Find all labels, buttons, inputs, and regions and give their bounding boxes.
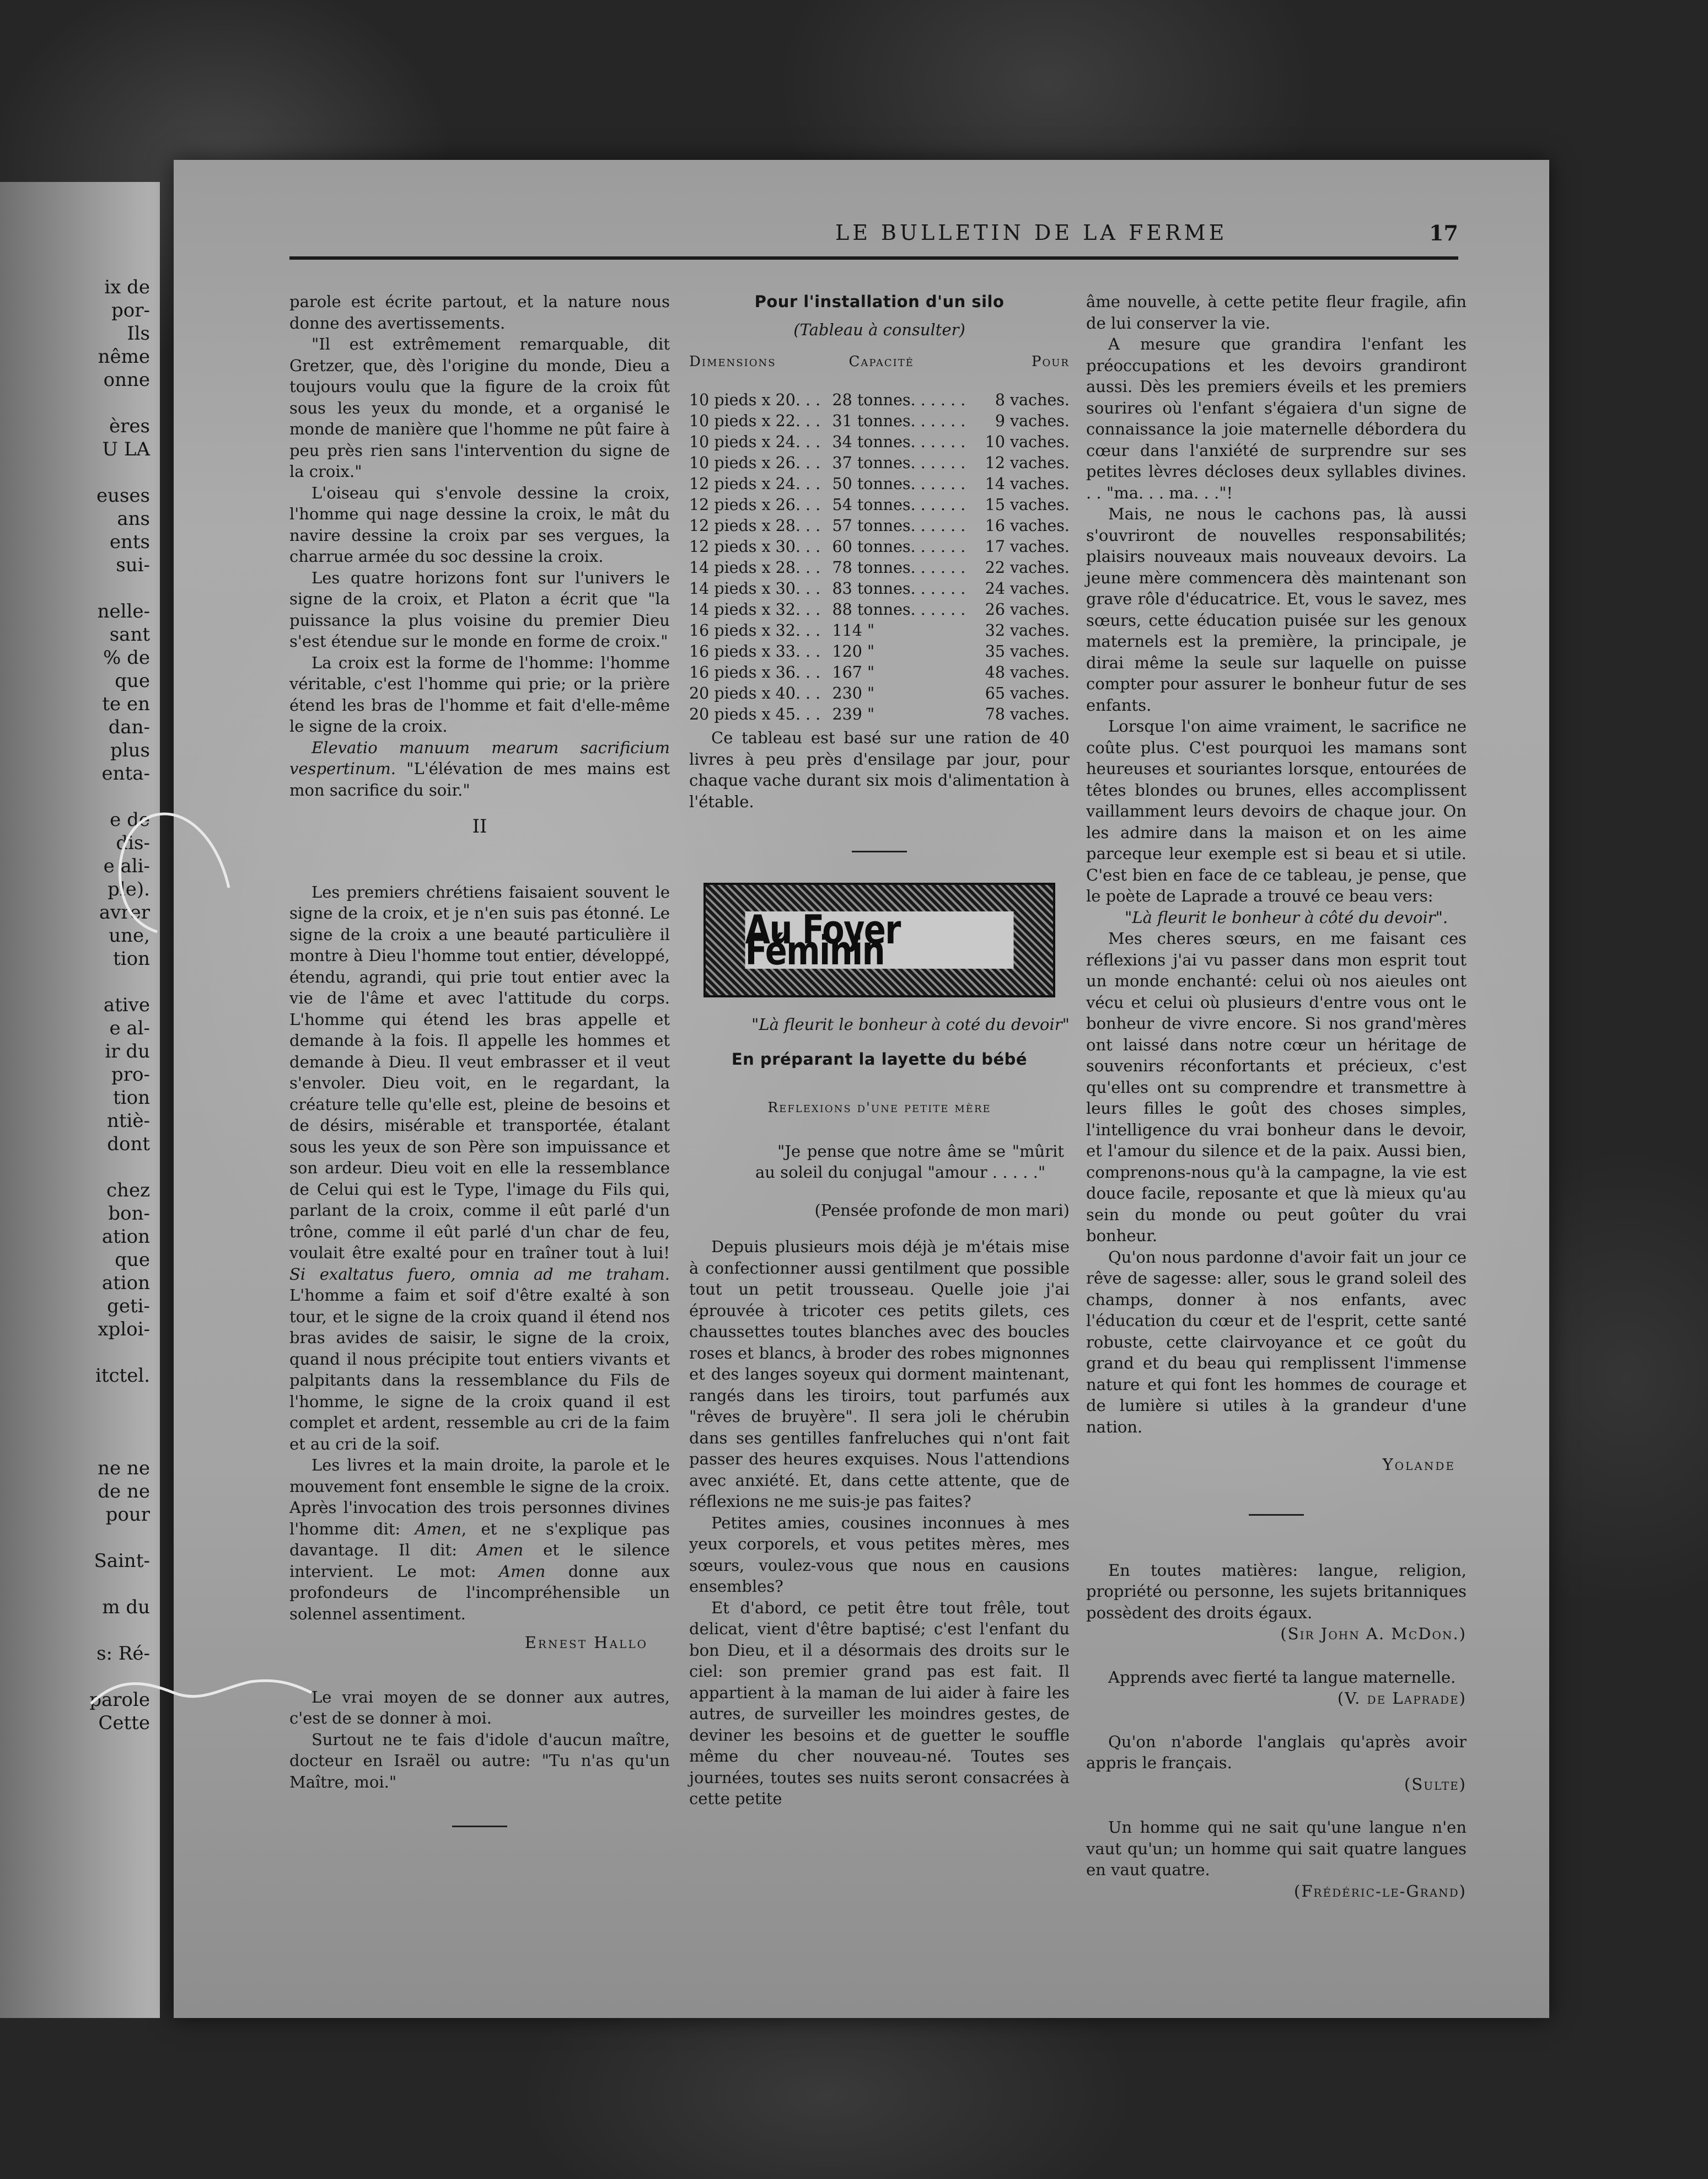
text: , et ne s'explique pas davantage. Il dit: <box>289 1519 670 1559</box>
cell-dimensions: 20 pieds x 40. . . <box>689 684 821 702</box>
fragment-line: ntiè- <box>106 1110 150 1132</box>
citation: En toutes matières: langue, religion, propriété ou personne, les sujets britanniques possèdent des droits égaux. <box>1086 1560 1467 1622</box>
fragment-line: itctel. <box>95 1365 150 1387</box>
fragment-line: sant <box>109 624 150 646</box>
separator <box>852 851 907 852</box>
fragment-line: tion <box>113 948 150 970</box>
fragment-line: xploi- <box>98 1318 150 1340</box>
text: Les livres et la main droite, la parole et le mouvement font ensemble le signe de la croix. Après l'invocation des trois personnes divines l'homme dit: <box>289 1456 670 1538</box>
cell-for: 17 vaches. <box>985 538 1070 556</box>
separator <box>452 1826 507 1827</box>
cell-dimensions: 10 pieds x 20. . . <box>689 391 821 409</box>
cell-capacity: 34 tonnes. . . . . . <box>832 433 966 451</box>
fragment-line: pour <box>105 1504 150 1526</box>
fragment-line <box>0 1434 160 1457</box>
paragraph: Les quatre horizons font sur l'univers le signe de la croix, et Platon a écrit que "la puissance la plus voisine du premier Dieu s'est étendue sur le monde en forme de croix." <box>289 568 670 651</box>
cell-for: 10 vaches. <box>985 433 1070 451</box>
silo-subtitle: (Tableau à consulter) <box>793 320 965 339</box>
table-note: Ce tableau est basé sur une ration de 40 livres à peu près d'ensilage par jour, pour chaque vache durant six mois d'alimentation à l'étable. <box>689 728 1070 811</box>
cell-capacity: 37 tonnes. . . . . . <box>832 454 966 472</box>
cell-dimensions: 14 pieds x 32. . . <box>689 600 821 619</box>
fragment-line: ents <box>109 531 150 553</box>
silo-title: Pour l'installation d'un silo <box>754 292 1005 311</box>
page-number: 17 <box>1429 221 1458 245</box>
citation-source: (Sulte) <box>1404 1774 1467 1794</box>
fragment-line: e al- <box>109 1017 150 1039</box>
fragment-line: avrer <box>99 901 150 924</box>
silo-table <box>689 351 1070 725</box>
paragraph: Le vrai moyen de se donner aux autres, c'est de se donner à moi. <box>289 1687 670 1727</box>
column-2 <box>689 291 1070 1810</box>
column-1 <box>289 291 670 1839</box>
cell-capacity: 239 " <box>832 705 875 723</box>
separator <box>1249 1514 1304 1516</box>
table-row <box>689 495 1070 516</box>
table-row <box>689 536 1070 557</box>
cell-capacity: 167 " <box>832 663 875 681</box>
table-header-row <box>689 351 1070 390</box>
header-capacity: Capacité <box>848 353 914 370</box>
table-row <box>689 599 1070 620</box>
fragment-line: ix de <box>104 276 150 298</box>
paragraph: La croix est la forme de l'homme: l'homme véritable, c'est l'homme qui prie; or la prière étend les bras de l'homme et fait d'elle-même le signe de la croix. <box>289 653 670 736</box>
fragment-line: une, <box>109 925 150 947</box>
cell-dimensions: 16 pieds x 32. . . <box>689 621 821 640</box>
header-for: Pour <box>1032 353 1070 370</box>
fragment-line <box>0 1341 160 1364</box>
section-motto: "Là fleurit le bonheur à coté du devoir" <box>751 1015 1070 1034</box>
cell-capacity: 230 " <box>832 684 875 702</box>
cell-for: 15 vaches. <box>985 496 1070 514</box>
table-row <box>689 578 1070 599</box>
fragment-line: Saint- <box>94 1550 150 1572</box>
cell-dimensions: 14 pieds x 28. . . <box>689 559 821 577</box>
fragment-line: enta- <box>101 763 150 785</box>
cell-dimensions: 12 pieds x 26. . . <box>689 496 821 514</box>
cell-for: 32 vaches. <box>985 621 1070 640</box>
cell-capacity: 54 tonnes. . . . . . <box>832 496 966 514</box>
fragment-line: ne ne <box>98 1457 150 1479</box>
fragment-line <box>0 577 160 600</box>
cell-for: 16 vaches. <box>985 517 1070 535</box>
fragment-line <box>0 1619 160 1642</box>
cell-capacity: 88 tonnes. . . . . . <box>832 600 966 619</box>
author-signature: Ernest Hallo <box>524 1633 648 1652</box>
fragment-line: te en <box>102 693 150 715</box>
fragment-line: bon- <box>108 1203 150 1225</box>
cell-dimensions: 10 pieds x 26. . . <box>689 454 821 472</box>
paragraph: "Il est extrêmement remarquable, dit Gretzer, que, dès l'origine du monde, Dieu a toujours voulu que la figure de la croix fût sous les yeux du monde, et a organisé le monde de manière que l'homme ne pût faire à peu près rien sans l'intervention du signe de la croix." <box>289 335 670 481</box>
pencil-mark <box>91 783 234 937</box>
cell-for: 24 vaches. <box>985 579 1070 598</box>
fragment-line: de ne <box>98 1480 150 1502</box>
cell-for: 8 vaches. <box>995 391 1070 409</box>
paragraph: Mais, ne nous le cachons pas, là aussi s'ouvriront de nouvelles responsabilités; plaisirs nouveaux mais nouveaux devoirs. La jeune mère commencera dès maintenant son grave rôle d'éducatrice. Et, vous le savez, mes sœurs, cette éducation puisée sur les genoux maternels est la première, la principale, je dirai même la seule sur laquelle on puisse compter pour assurer le bonheur futur de ses enfants. <box>1086 505 1467 715</box>
fragment-line: ple). <box>108 878 150 900</box>
column-3 <box>1086 291 1467 1902</box>
fragment-line: Ils <box>127 323 150 345</box>
amen-word: Amen <box>499 1561 546 1581</box>
fragment-line <box>0 461 160 484</box>
table-row <box>689 683 1070 704</box>
cell-for: 9 vaches. <box>995 412 1070 430</box>
cell-for: 22 vaches. <box>985 559 1070 577</box>
cell-dimensions: 12 pieds x 28. . . <box>689 517 821 535</box>
cell-capacity: 57 tonnes. . . . . . <box>832 517 966 535</box>
fragment-line: ation <box>101 1272 150 1294</box>
header-rule <box>289 256 1458 260</box>
fragment-line <box>0 391 160 415</box>
paragraph: Lorsque l'on aime vraiment, le sacrifice ne coûte plus. C'est pourquoi les mamans sont heureuses et souriantes lorsque, entourées de têtes blondes ou brunes, elles accomplissent vaillamment leurs devoirs de chaque jour. On les admire dans la maison et on les aime parceque leur exemple est si beau et si utile. C'est bien en face de ce tableau, je pense, que le poète de Laprade a trouvé ce beau vers: <box>1086 717 1467 905</box>
table-row <box>689 474 1070 495</box>
section-banner <box>703 883 1055 997</box>
cell-dimensions: 10 pieds x 22. . . <box>689 412 821 430</box>
fragment-line: U LA <box>102 438 150 460</box>
fragment-line: ation <box>101 1226 150 1248</box>
paragraph: Petites amies, cousines inconnues à mes yeux corporels, et vous petites mères, mes sœurs, voulez-vous que nous en causions ensembles? <box>689 1513 1070 1596</box>
paragraph: Mes cheres sœurs, en me faisant ces réflexions j'ai vu passer dans mon esprit tout un monde enchanté: celui où nos aieules ont vécu et celui où plusieurs d'entre vous ont le bonheur de vivre encore. Si nos grand'mères ont laissé dans notre cœur un héritage de souvenirs réconfortants et précieux, c'est qu'elles ont su comprendre et transmettre à leurs filles le goût des choses simples, l'intelligence du vrai bonheur dans le devoir, et l'amour du silence et de la paix. Aussi bien, comprenons-nous qu'à la campagne, la vie est douce facile, reposante et que là mieux qu'au sein du monde ou peut goûter du vrai bonheur. <box>1086 929 1467 1245</box>
fragment-line <box>0 1410 160 1434</box>
citation-source: (Sir John A. McDon.) <box>1280 1624 1467 1643</box>
fragment-line: ères <box>109 415 150 437</box>
table-row <box>689 411 1070 432</box>
table-row <box>689 390 1070 411</box>
newspaper-page <box>174 160 1549 2018</box>
table-row <box>689 704 1070 725</box>
paragraph: Depuis plusieurs mois déjà je m'étais mise à confectionner aussi gentilment que possible tout un petit trousseau. Quelle joie j'ai éprouvée à tricoter ces petits gilets, ces chaussettes toutes blanches avec des boucles roses et blancs, à broder des robes mignonnes et des langes soyeux qui dorment maintenant, rangés dans les tiroirs, tout parfumés aux "rêves de bruyère". Il sera joli le chérubin dans ses gentilles fanfreluches qui n'ont fait passer des heures exquises. Nous l'attendions avec anxiété. Et, dans cette attente, que de réflexions ne me suis-je pas faites? <box>689 1237 1070 1511</box>
table-row <box>689 557 1070 578</box>
text: Les premiers chrétiens faisaient souvent le signe de la croix, et je n'en suis pas étonné. Le signe de la croix a une beauté particulière il montre à Dieu l'homme tout entier, développé, étendu, agrandi, qui prie tout entier avec la vie de l'âme et avec l'attitude du corps. L'homme qui étend les bras appelle et demande à la fois. Il appelle les hommes et demande à Dieu. Il veut embrasser et il veut s'envoler. Dieu voit, en le regardant, la créature telle qu'elle est, pleine de besoins et de désirs, misérable et transportée, étalant sous les yeux de son Père son impuissance et son ardeur. Dieu voit en elle la ressemblance de Celui qui est le Type, l'image du Fils qui, parlant de la croix, comme il eût parlé d'un trône, comme il eût parlé d'un char de feu, voulait être exalté pour en traîner tout à lui! <box>289 882 670 1262</box>
table-row <box>689 432 1070 453</box>
paragraph <box>289 1455 670 1624</box>
cell-capacity: 78 tonnes. . . . . . <box>832 559 966 577</box>
cell-capacity: 114 " <box>832 621 875 640</box>
cell-for: 48 vaches. <box>985 663 1070 681</box>
amen-word: Amen <box>476 1541 524 1559</box>
fragment-line <box>0 1526 160 1549</box>
cell-for: 14 vaches. <box>985 475 1070 493</box>
fragment-line: s: Ré- <box>96 1643 150 1665</box>
citation-source: (V. de Laprade) <box>1337 1689 1467 1708</box>
table-row <box>689 662 1070 683</box>
paragraph <box>289 737 670 801</box>
article-subtitle: Reflexions d'une petite mère <box>767 1099 991 1115</box>
text: L'homme a faim et soif d'être exalté à son tour, et le signe de la croix quand il étend nos bras avides de saisir, le signe de la croix, quand il nous précipite tout entiers vivants et palpitants dans la ressemblance du Fils de l'homme, le signe de la croix quand il est complet et ardent, ressemble au cri de la faim et au cri de la soif. <box>289 1286 670 1453</box>
header-dimensions: Dimensions <box>689 353 776 370</box>
fragment-line: tion <box>113 1087 150 1109</box>
fragment-line: e de <box>110 809 150 831</box>
epigraph-source: (Pensée profonde de mon mari) <box>814 1200 1070 1220</box>
cell-capacity: 120 " <box>832 642 875 661</box>
fragment-line: pro- <box>111 1064 150 1086</box>
paragraph: parole est écrite partout, et la nature nous donne des avertissements. <box>289 292 670 332</box>
page-header <box>289 221 1458 254</box>
cell-dimensions: 14 pieds x 30. . . <box>689 579 821 598</box>
latin-quote: Elevatio manuum mearum sacrificium vespertinum. <box>289 738 670 778</box>
cell-for: 12 vaches. <box>985 454 1070 472</box>
cell-dimensions: 16 pieds x 36. . . <box>689 663 821 681</box>
fragment-line: % de <box>103 647 150 669</box>
article-title: En préparant la layette du bébé <box>731 1049 1028 1069</box>
cell-for: 35 vaches. <box>985 642 1070 661</box>
fragment-line: geti- <box>107 1295 150 1317</box>
cell-dimensions: 12 pieds x 30. . . <box>689 538 821 556</box>
cell-capacity: 28 tonnes. . . . . . <box>832 391 966 409</box>
amen-word: Amen <box>415 1519 461 1538</box>
latin-quote: Si exaltatus fuero, omnia ad me traham. <box>289 1264 670 1284</box>
fragment-line: euses <box>96 485 150 507</box>
cell-capacity: 60 tonnes. . . . . . <box>832 538 966 556</box>
verse: "Là fleurit le bonheur à côté du devoir". <box>1125 908 1448 927</box>
fragment-line <box>0 1572 160 1596</box>
cell-dimensions: 16 pieds x 33. . . <box>689 642 821 661</box>
table-row <box>689 516 1070 536</box>
cell-capacity: 50 tonnes. . . . . . <box>832 475 966 493</box>
fragment-line <box>0 970 160 994</box>
author-signature: Yolande <box>1382 1455 1455 1474</box>
cell-capacity: 31 tonnes. . . . . . <box>832 412 966 430</box>
citation: Un homme qui ne sait qu'une langue n'en vaut qu'un; un homme qui sait quatre langues en vaut quatre. <box>1086 1818 1467 1879</box>
pencil-mark <box>85 1660 317 1726</box>
text: "L'élévation de mes mains est mon sacrifice du soir." <box>289 759 670 799</box>
cell-dimensions: 10 pieds x 24. . . <box>689 433 821 451</box>
fragment-line: ans <box>117 508 150 530</box>
citation: Apprends avec fierté ta langue maternelle. <box>1108 1667 1456 1687</box>
cell-capacity: 83 tonnes. . . . . . <box>832 579 966 598</box>
paragraph: Surtout ne te fais d'idole d'aucun maître, docteur en Israël ou autre: "Tu n'as qu'un Maître, moi." <box>289 1730 670 1791</box>
fragment-line: dont <box>107 1133 150 1155</box>
text: et le silence intervient. Le mot: <box>289 1541 670 1581</box>
silo-table-body <box>689 390 1070 725</box>
fragment-line: m du <box>102 1596 150 1618</box>
section-number: II <box>472 815 487 838</box>
banner-title: Au Foyer Féminin <box>745 911 1013 969</box>
publication-title: LE BULLETIN DE LA FERME <box>835 221 1228 245</box>
fragment-line: plus <box>110 739 150 761</box>
fragment-line: e ali- <box>103 855 150 877</box>
epigraph: "Je pense que notre âme se "mûrit au soleil du conjugal "amour . . . . ." <box>755 1141 1064 1182</box>
paragraph: Et d'abord, ce petit être tout frêle, tout delicat, vient d'être baptisé; c'est l'enfant du bon Dieu, et il a désormais des droits sur le ciel: son premier grand pas est fait. Il appartient à la maman de lui aider à faire les autres, de surveiller les moindres gestes, de deviner les besoins et de guetter le souffle même du cher nouveau-né. Toutes ses journées, toutes ses nuits seront consacrées à cette petite <box>689 1598 1070 1808</box>
fragment-line: chez <box>106 1179 150 1201</box>
cell-for: 65 vaches. <box>985 684 1070 702</box>
fragment-line: ir du <box>105 1040 150 1062</box>
fragment-line: dan- <box>108 716 150 738</box>
fragment-line: que <box>115 670 150 692</box>
paragraph <box>289 882 670 1455</box>
paragraph: A mesure que grandira l'enfant les préoccupations et les devoirs grandiront aussi. Dès les premiers éveils et les premiers sourires où l'enfant s'égaiera d'un signe de connaissance la joie maternelle débordera du cœur dans l'anxiété de surprendre sur ses petites lèvres décloses deux syllables divines. . . "ma. . . ma. . ."! <box>1086 335 1467 502</box>
table-row <box>689 620 1070 641</box>
citation: Qu'on n'aborde l'anglais qu'après avoir appris le français. <box>1086 1732 1467 1772</box>
fragment-line <box>0 1387 160 1410</box>
cell-dimensions: 12 pieds x 24. . . <box>689 475 821 493</box>
paragraph: L'oiseau qui s'envole dessine la croix, l'homme qui nage dessine la croix, le mât du navire dessine la croix par ses vergues, la charrue armée du soc dessine la croix. <box>289 483 670 566</box>
paragraph: Qu'on nous pardonne d'avoir fait un jour ce rêve de sagesse: aller, sous le grand soleil des champs, donner à nos enfants, avec l'éducation du cœur et de l'esprit, cette santé robuste, cette clairvoyance et ce goût du grand et du beau qui remplissent l'immense nature et qui font les hommes de courage et de lumière si utiles à la grandeur d'une nation. <box>1086 1247 1467 1436</box>
fragment-line: nelle- <box>97 600 150 622</box>
text: donne aux profondeurs de l'incompréhensible un solennel assentiment. <box>289 1561 670 1623</box>
fragment-line: Cette <box>98 1712 150 1734</box>
cell-for: 78 vaches. <box>985 705 1070 723</box>
cell-for: 26 vaches. <box>985 600 1070 619</box>
left-page-text <box>0 276 160 1735</box>
fragment-line: nême <box>98 346 150 368</box>
left-page-fragment <box>0 182 160 2018</box>
fragment-line: dis- <box>116 832 150 854</box>
fragment-line: que <box>115 1249 150 1271</box>
fragment-line: por- <box>111 299 150 321</box>
citation-source: (Frédéric-le-Grand) <box>1294 1881 1467 1901</box>
fragment-line <box>0 1156 160 1179</box>
fragment-line: ative <box>103 994 150 1016</box>
fragment-line: parole <box>89 1689 150 1711</box>
cell-dimensions: 20 pieds x 45. . . <box>689 705 821 723</box>
paragraph: âme nouvelle, à cette petite fleur fragile, afin de lui conserver la vie. <box>1086 292 1467 332</box>
fragment-line: onne <box>103 369 150 391</box>
table-row <box>689 641 1070 662</box>
table-row <box>689 453 1070 474</box>
fragment-line: sui- <box>116 554 150 576</box>
